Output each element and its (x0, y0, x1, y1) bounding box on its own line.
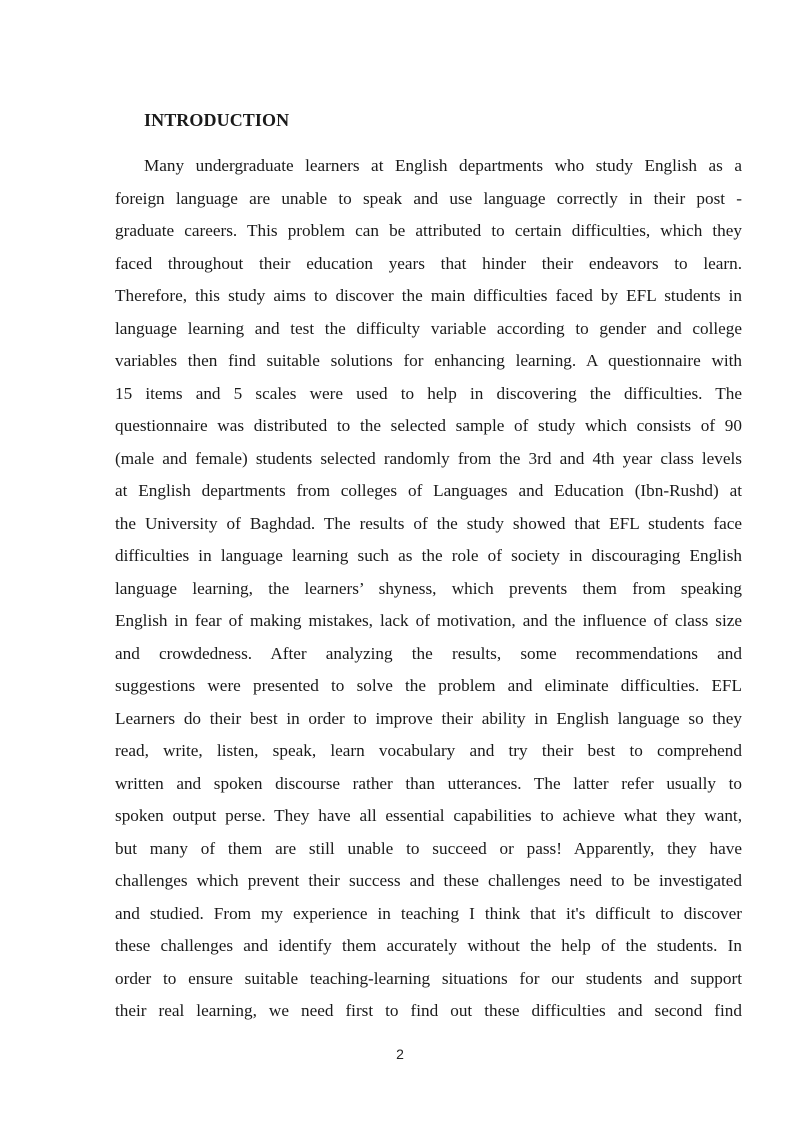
paragraph-line: Many undergraduate learners at English departments who study English as a (144, 156, 742, 175)
page-number: 2 (396, 1046, 404, 1062)
paragraph-line: Learners do their best in order to improve their ability in English language so they (115, 708, 742, 728)
paragraph-line: these challenges and identify them accurately without the help of the students. In (115, 936, 742, 955)
paragraph-line: foreign language are unable to speak and use language correctly in their post - (115, 188, 742, 208)
paragraph-line: (male and female) students selected randomly from the 3rd and 4th year class levels (115, 448, 742, 468)
paragraph-line: questionnaire was distributed to the selected sample of study which consists of 90 (115, 416, 742, 435)
paragraph-line: at English departments from colleges of Languages and Education (Ibn-Rushd) at (115, 481, 742, 500)
paragraph-line: the University of Baghdad. The results of the study showed that EFL students face (115, 513, 742, 533)
paragraph-line: and crowdedness. After analyzing the results, some recommendations and (115, 643, 742, 663)
section-heading: INTRODUCTION (144, 110, 290, 130)
paragraph-line: order to ensure suitable teaching-learning situations for our students and support (115, 968, 742, 988)
paragraph-line: difficulties in language learning such as the role of society in discouraging English (115, 546, 742, 565)
paragraph-line: faced throughout their education years that hinder their endeavors to learn. (115, 253, 742, 273)
paragraph-line: Therefore, this study aims to discover the main difficulties faced by EFL students in (115, 286, 742, 305)
paragraph-line: graduate careers. This problem can be attributed to certain difficulties, which they (115, 221, 742, 240)
paragraph-line: 15 items and 5 scales were used to help in discovering the difficulties. The (115, 383, 742, 403)
paragraph-line: written and spoken discourse rather than utterances. The latter refer usually to (115, 773, 742, 793)
paragraph-line: read, write, listen, speak, learn vocabulary and try their best to comprehend (115, 741, 742, 760)
paragraph-line: but many of them are still unable to succeed or pass! Apparently, they have (115, 838, 742, 858)
paragraph-line: challenges which prevent their success and these challenges need to be investigated (115, 871, 742, 890)
paragraph-line: variables then find suitable solutions for enhancing learning. A questionnaire with (115, 351, 742, 370)
paragraph-line: spoken output perse. They have all essential capabilities to achieve what they want, (115, 806, 742, 825)
paragraph-line: and studied. From my experience in teaching I think that it's difficult to discover (115, 903, 742, 923)
paragraph-line: suggestions were presented to solve the problem and eliminate difficulties. EFL (115, 676, 742, 695)
paragraph-line: English in fear of making mistakes, lack of motivation, and the influence of class size (115, 611, 742, 630)
paragraph-line: language learning and test the difficulty variable according to gender and college (115, 318, 742, 338)
paragraph-line: their real learning, we need first to find out these difficulties and second find (115, 1001, 742, 1020)
body-paragraph (115, 150, 742, 1028)
paragraph-line: language learning, the learners’ shyness, which prevents them from speaking (115, 578, 742, 598)
